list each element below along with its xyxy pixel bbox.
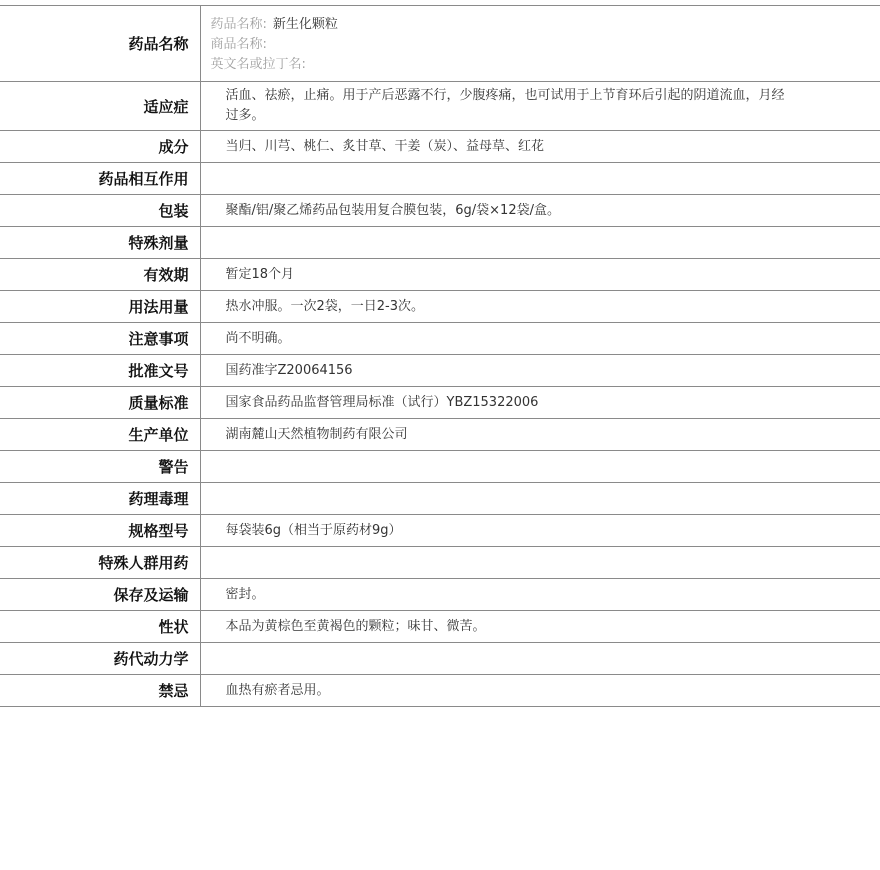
row-label: 警告	[0, 451, 200, 483]
row-label: 药代动力学	[0, 643, 200, 675]
table-row-special-dosage	[0, 227, 880, 259]
row-label: 批准文号	[0, 355, 200, 387]
row-value	[200, 483, 880, 515]
table-row-quality-standard	[0, 387, 880, 419]
english-name-line	[211, 55, 791, 75]
row-value: 国家食品药品监督管理局标准（试行）YBZ15322006	[200, 387, 880, 419]
row-label: 注意事项	[0, 323, 200, 355]
table-row-manufacturer	[0, 419, 880, 451]
row-label: 生产单位	[0, 419, 200, 451]
table-row-contraindications	[0, 675, 880, 707]
row-label: 保存及运输	[0, 579, 200, 611]
english-name-key: 英文名或拉丁名:	[210, 57, 306, 72]
row-value	[200, 643, 880, 675]
row-label: 用法用量	[0, 291, 200, 323]
row-value: 密封。	[200, 579, 880, 611]
row-value: 每袋装6g（相当于原药材9g）	[200, 515, 880, 547]
row-value	[200, 451, 880, 483]
row-value	[200, 227, 880, 259]
row-label: 规格型号	[0, 515, 200, 547]
table-row-interactions	[0, 163, 880, 195]
row-label: 药理毒理	[0, 483, 200, 515]
row-label: 适应症	[0, 82, 200, 131]
table-row-pharmacology	[0, 483, 880, 515]
table-row-expiry	[0, 259, 880, 291]
row-value: 热水冲服。一次2袋，一日2-3次。	[200, 291, 880, 323]
table-row-usage	[0, 291, 880, 323]
row-value: 尚不明确。	[200, 323, 880, 355]
row-value	[200, 163, 880, 195]
table-row-approval-number	[0, 355, 880, 387]
drug-name-cell	[200, 6, 880, 82]
row-label: 质量标准	[0, 387, 200, 419]
generic-name-value: 新生化颗粒	[272, 17, 338, 32]
table-row-special-populations	[0, 547, 880, 579]
row-value	[200, 547, 880, 579]
trade-name-key: 商品名称:	[210, 37, 267, 52]
row-value: 本品为黄棕色至黄褐色的颗粒；味甘、微苦。	[200, 611, 880, 643]
row-label: 包装	[0, 195, 200, 227]
table-row-precautions	[0, 323, 880, 355]
row-value: 血热有瘀者忌用。	[200, 675, 880, 707]
row-label: 特殊人群用药	[0, 547, 200, 579]
table-row-storage	[0, 579, 880, 611]
trade-name-line	[211, 35, 791, 55]
row-label: 药品名称	[0, 6, 200, 82]
row-label: 特殊剂量	[0, 227, 200, 259]
row-label: 成分	[0, 131, 200, 163]
table-row-warning	[0, 451, 880, 483]
table-row-drug-name	[0, 6, 880, 82]
row-label: 药品相互作用	[0, 163, 200, 195]
table-row-description	[0, 611, 880, 643]
drug-info-table	[0, 5, 880, 707]
table-row-specification	[0, 515, 880, 547]
row-value: 国药准字Z20064156	[200, 355, 880, 387]
row-value: 聚酯/铝/聚乙烯药品包装用复合膜包装，6g/袋×12袋/盒。	[200, 195, 880, 227]
row-value: 活血、祛瘀，止痛。用于产后恶露不行，少腹疼痛，也可试用于上节育环后引起的阴道流血，月经过多。	[200, 82, 880, 131]
row-label: 性状	[0, 611, 200, 643]
table-row-packaging	[0, 195, 880, 227]
generic-name-key: 药品名称:	[210, 17, 267, 32]
row-value: 湖南麓山天然植物制药有限公司	[200, 419, 880, 451]
row-label: 禁忌	[0, 675, 200, 707]
row-value: 当归、川芎、桃仁、炙甘草、干姜（炭）、益母草、红花	[200, 131, 880, 163]
table-row-indication	[0, 82, 880, 131]
table-row-ingredients	[0, 131, 880, 163]
row-value: 暂定18个月	[200, 259, 880, 291]
generic-name-line	[211, 15, 791, 35]
table-row-pharmacokinetics	[0, 643, 880, 675]
row-label: 有效期	[0, 259, 200, 291]
